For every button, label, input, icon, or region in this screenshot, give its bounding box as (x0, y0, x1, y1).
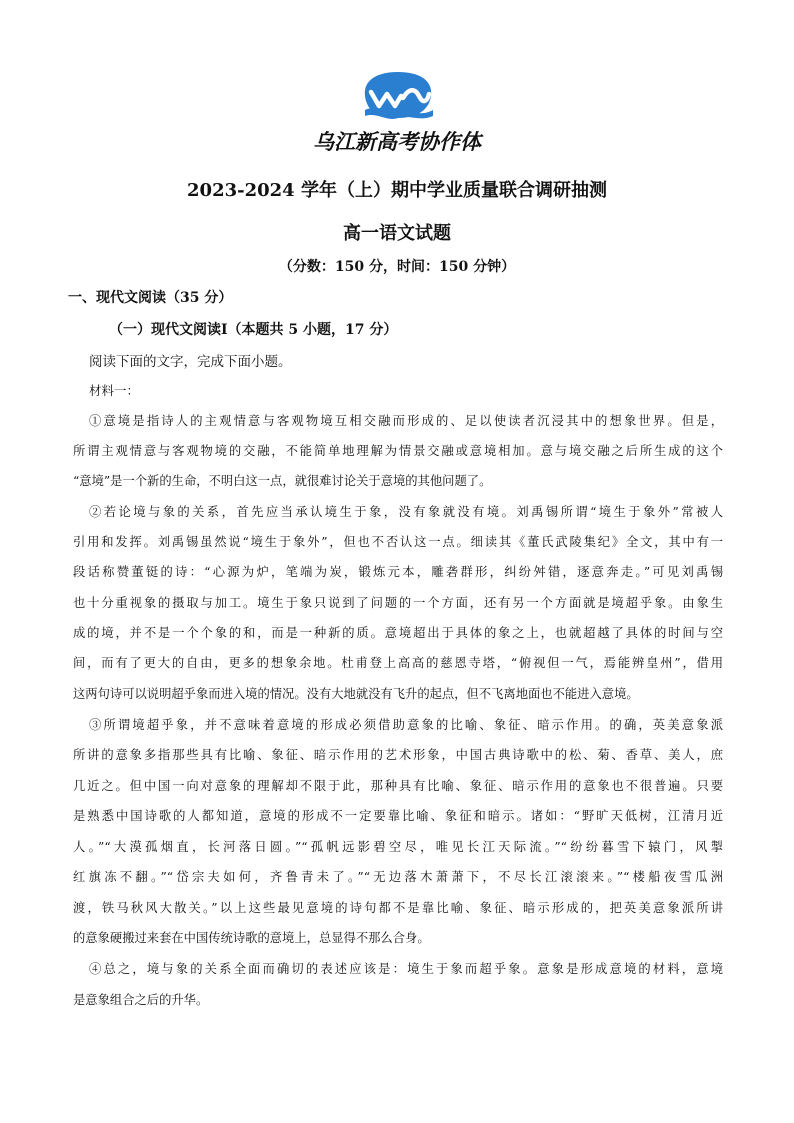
brand-name: 乌江新高考协作体 (313, 130, 481, 154)
exam-title: 2023-2024 学年（上）期中学业质量联合调研抽测 (187, 180, 607, 201)
section-heading: 一、现代文阅读（35 分） (68, 290, 233, 306)
subsection-heading: （一）现代文阅读Ⅰ（本题共 5 小题，17 分） (109, 322, 398, 338)
text-line: 红旗冻不翻。”“岱宗夫如何，齐鲁青未了。”“无边落木萧萧下，不尽长江滚滚来。”“楼船夜雪瓜洲 (73, 870, 723, 884)
text-line: ④总之，境与象的关系全面而确切的表述应该是：境生于象而超乎象。意象是形成意境的材料，意境 (89, 962, 723, 976)
text-line: 是意象组合之后的升华。 (73, 993, 209, 1007)
text-line: ①意境是指诗人的主观情意与客观物境互相交融而形成的、足以使读者沉浸其中的想象世界。但是， (89, 414, 723, 428)
text-line: 所谓主观情意与客观物境的交融，不能简单地理解为情景交融或意境相加。意与境交融之后所生成的这个 (73, 444, 723, 458)
text-line: 所讲的意象多指那些具有比喻、象征、暗示作用的艺术形象，中国古典诗歌中的松、菊、香草、美人，庶 (73, 748, 723, 762)
text-line: 引用和发挥。刘禹锡虽然说“境生于象外”，但也不否认这一点。细读其《董氏武陵集纪》全文，其中有一 (73, 535, 723, 549)
text-line: 几近之。但中国一向对意象的理解却不限于此，那种具有比喻、象征、暗示作用的意象也不很普遍。只要 (73, 779, 723, 793)
text-line: 的意象硬搬过来套在中国传统诗歌的意境上，总显得不那么合身。 (73, 931, 430, 945)
text-line: 人。”“大漠孤烟直，长河落日圆。”“孤帆远影碧空尽，唯见长江天际流。”“纷纷暮雪下辕门，风掣 (73, 840, 723, 854)
text-line: 渡，铁马秋风大散关。”以上这些最见意境的诗句都不是靠比喻、象征、暗示形成的，把英美意象派所讲 (73, 901, 723, 915)
text-line: “意境”是一个新的生命，不明白这一点，就很难讨论关于意境的其他问题了。 (73, 474, 492, 488)
material-label: 材料一： (89, 383, 140, 398)
text-line: 这两句诗可以说明超乎象而进入境的情况。没有大地就没有飞升的起点，但不飞离地面也不能进入意境。 (73, 687, 639, 701)
wujiang-logo-icon (357, 70, 439, 122)
text-line: ②若论境与象的关系，首先应当承认境生于象，没有象就没有境。刘禹锡所谓“境生于象外”常被人 (89, 505, 723, 519)
text-line: 成的境，并不是一个个象的和，而是一种新的质。意境超出于具体的象之上，也就超越了具体的时间与空 (73, 626, 723, 640)
text-line: ③所谓境超乎象，并不意味着意境的形成必须借助意象的比喻、象征、暗示作用。的确，英美意象派 (89, 718, 723, 732)
text-line: 间，而有了更大的自由，更多的想象余地。杜甫登上高高的慈恩寺塔，“俯视但一气，焉能辨皇州”，借用 (73, 656, 723, 670)
exam-subject: 高一语文试题 (343, 223, 451, 244)
score-info: （分数：150 分，时间：150 分钟） (278, 259, 516, 275)
text-line: 段话称赞董铤的诗：“心源为炉，笔端为炭，锻炼元本，雕砻群形，纠纷舛错，逐意奔走。”可见刘禹锡 (73, 565, 723, 579)
text-line: 是熟悉中国诗歌的人都知道，意境的形成不一定要靠比喻、象征和暗示。诸如：“野旷天低树，江清月近 (73, 809, 723, 823)
instruction-text: 阅读下面的文字，完成下面小题。 (89, 354, 292, 370)
text-line: 也十分重视象的摄取与加工。境生于象只说到了问题的一个方面，还有另一个方面就是境超乎象。由象生 (73, 596, 723, 610)
